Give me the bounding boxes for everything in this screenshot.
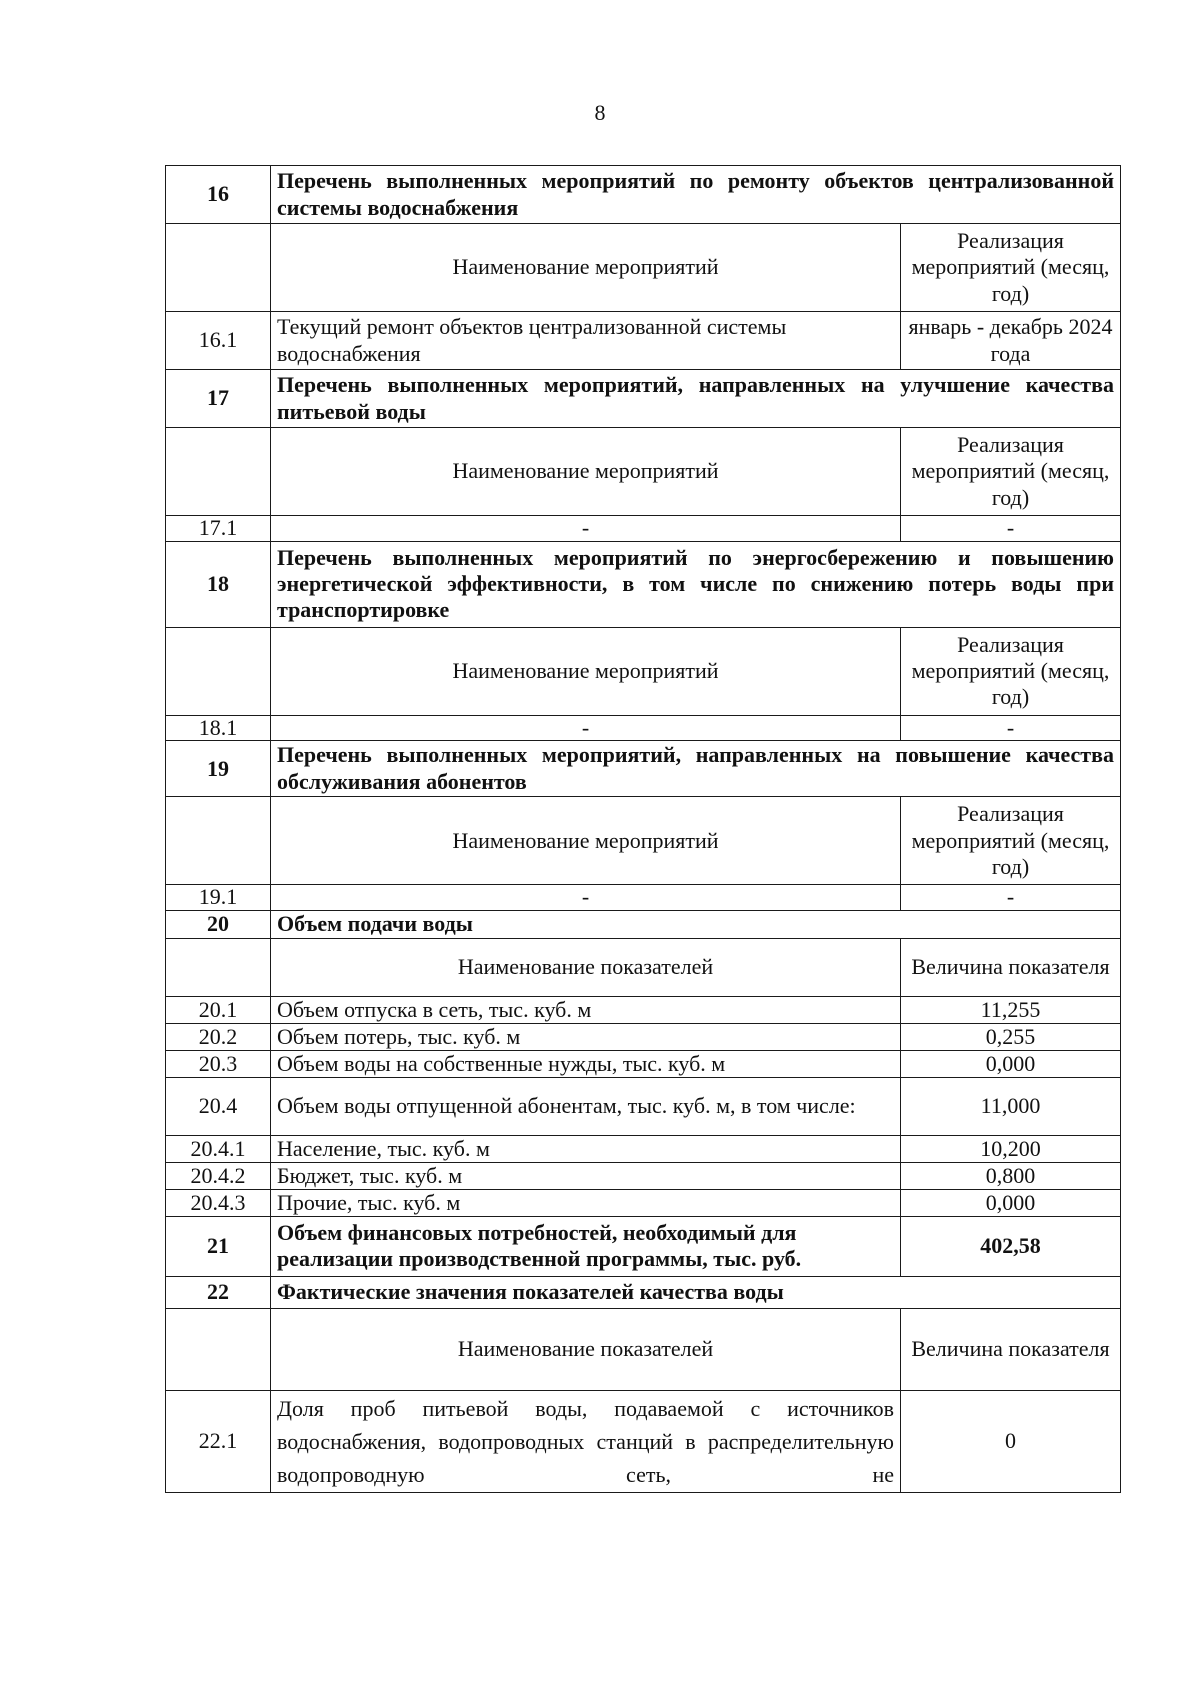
row-number: 20.1: [166, 996, 271, 1023]
row-name: Доля проб питьевой воды, подаваемой с источников водоснабжения, водопроводных станций в распределительную водопроводную сеть, не: [271, 1390, 901, 1492]
column-header-realization: Реализация мероприятий (месяц, год): [901, 627, 1121, 715]
table-row: [166, 885, 1121, 911]
row-value: 10,200: [901, 1135, 1121, 1162]
row-number: 18.1: [166, 715, 271, 741]
section-21-row: [166, 1216, 1121, 1276]
section-18-row: [166, 541, 1121, 627]
empty-cell: [166, 627, 271, 715]
section-title: Перечень выполненных мероприятий по ремонту объектов централизованной системы водоснабжения: [271, 166, 1121, 224]
column-header-value: Величина показателя: [901, 1308, 1121, 1390]
row-value: 0,000: [901, 1050, 1121, 1077]
section-19-row: [166, 741, 1121, 797]
section-title: Объем финансовых потребностей, необходимый для реализации производственной программы, тыс. руб.: [271, 1216, 901, 1276]
row-name: -: [271, 516, 901, 542]
column-header-name: Наименование показателей: [271, 1308, 901, 1390]
section-title: Фактические значения показателей качества воды: [271, 1276, 1121, 1308]
section-20-row: [166, 910, 1121, 938]
table-row: [166, 996, 1121, 1023]
row-name: Объем отпуска в сеть, тыс. куб. м: [271, 996, 901, 1023]
section-22-row: [166, 1276, 1121, 1308]
financial-needs-value: 402,58: [901, 1216, 1121, 1276]
row-name: -: [271, 885, 901, 911]
row-name: -: [271, 715, 901, 741]
table-row: [166, 1023, 1121, 1050]
column-header-name: Наименование мероприятий: [271, 627, 901, 715]
row-value: 0: [901, 1390, 1121, 1492]
section-number: 21: [166, 1216, 271, 1276]
row-value: 11,255: [901, 996, 1121, 1023]
section-title: Перечень выполненных мероприятий, направленных на повышение качества обслуживания абонентов: [271, 741, 1121, 797]
row-value: 11,000: [901, 1077, 1121, 1135]
row-name: Бюджет, тыс. куб. м: [271, 1162, 901, 1189]
row-value: 0,255: [901, 1023, 1121, 1050]
table-row: [166, 1390, 1121, 1492]
row-number: 20.4.3: [166, 1189, 271, 1216]
row-value: 0,000: [901, 1189, 1121, 1216]
table-row: [166, 1162, 1121, 1189]
section-title: Перечень выполненных мероприятий по энергосбережению и повышению энергетической эффективности, в том числе по снижению потерь воды при транспортировке: [271, 541, 1121, 627]
table-row: [166, 516, 1121, 542]
section-number: 18: [166, 541, 271, 627]
indicators-header-row: [166, 1308, 1121, 1390]
column-header-name: Наименование мероприятий: [271, 428, 901, 516]
section-number: 19: [166, 741, 271, 797]
measures-header-row: [166, 428, 1121, 516]
row-value: январь - декабрь 2024 года: [901, 312, 1121, 370]
empty-cell: [166, 428, 271, 516]
section-number: 22: [166, 1276, 271, 1308]
column-header-realization: Реализация мероприятий (месяц, год): [901, 224, 1121, 312]
section-16-row: [166, 166, 1121, 224]
row-value: -: [901, 715, 1121, 741]
section-17-row: [166, 370, 1121, 428]
column-header-name: Наименование мероприятий: [271, 797, 901, 885]
row-value: -: [901, 516, 1121, 542]
row-name: Текущий ремонт объектов централизованной системы водоснабжения: [271, 312, 901, 370]
empty-cell: [166, 938, 271, 996]
empty-cell: [166, 1308, 271, 1390]
table-row: [166, 715, 1121, 741]
production-program-table: [165, 165, 1121, 1493]
column-header-realization: Реализация мероприятий (месяц, год): [901, 797, 1121, 885]
measures-header-row: [166, 224, 1121, 312]
row-number: 20.3: [166, 1050, 271, 1077]
table-row: [166, 1135, 1121, 1162]
row-number: 17.1: [166, 516, 271, 542]
column-header-value: Величина показателя: [901, 938, 1121, 996]
row-name: Население, тыс. куб. м: [271, 1135, 901, 1162]
measures-header-row: [166, 627, 1121, 715]
row-value: 0,800: [901, 1162, 1121, 1189]
indicators-header-row: [166, 938, 1121, 996]
row-number: 19.1: [166, 885, 271, 911]
row-name: Объем воды на собственные нужды, тыс. куб. м: [271, 1050, 901, 1077]
measures-header-row: [166, 797, 1121, 885]
table-row: [166, 1189, 1121, 1216]
table-row: [166, 312, 1121, 370]
row-number: 20.2: [166, 1023, 271, 1050]
section-number: 16: [166, 166, 271, 224]
row-name: Прочие, тыс. куб. м: [271, 1189, 901, 1216]
section-number: 20: [166, 910, 271, 938]
row-number: 20.4.1: [166, 1135, 271, 1162]
row-number: 20.4.2: [166, 1162, 271, 1189]
section-title: Объем подачи воды: [271, 910, 1121, 938]
table-row: [166, 1050, 1121, 1077]
row-number: 20.4: [166, 1077, 271, 1135]
empty-cell: [166, 224, 271, 312]
row-number: 22.1: [166, 1390, 271, 1492]
column-header-name: Наименование показателей: [271, 938, 901, 996]
page-number: 8: [594, 100, 606, 125]
section-number: 17: [166, 370, 271, 428]
table-row: [166, 1077, 1121, 1135]
column-header-name: Наименование мероприятий: [271, 224, 901, 312]
column-header-realization: Реализация мероприятий (месяц, год): [901, 428, 1121, 516]
row-name: Объем воды отпущенной абонентам, тыс. куб. м, в том числе:: [271, 1077, 901, 1135]
row-name: Объем потерь, тыс. куб. м: [271, 1023, 901, 1050]
empty-cell: [166, 797, 271, 885]
row-number: 16.1: [166, 312, 271, 370]
row-value: -: [901, 885, 1121, 911]
section-title: Перечень выполненных мероприятий, направленных на улучшение качества питьевой воды: [271, 370, 1121, 428]
